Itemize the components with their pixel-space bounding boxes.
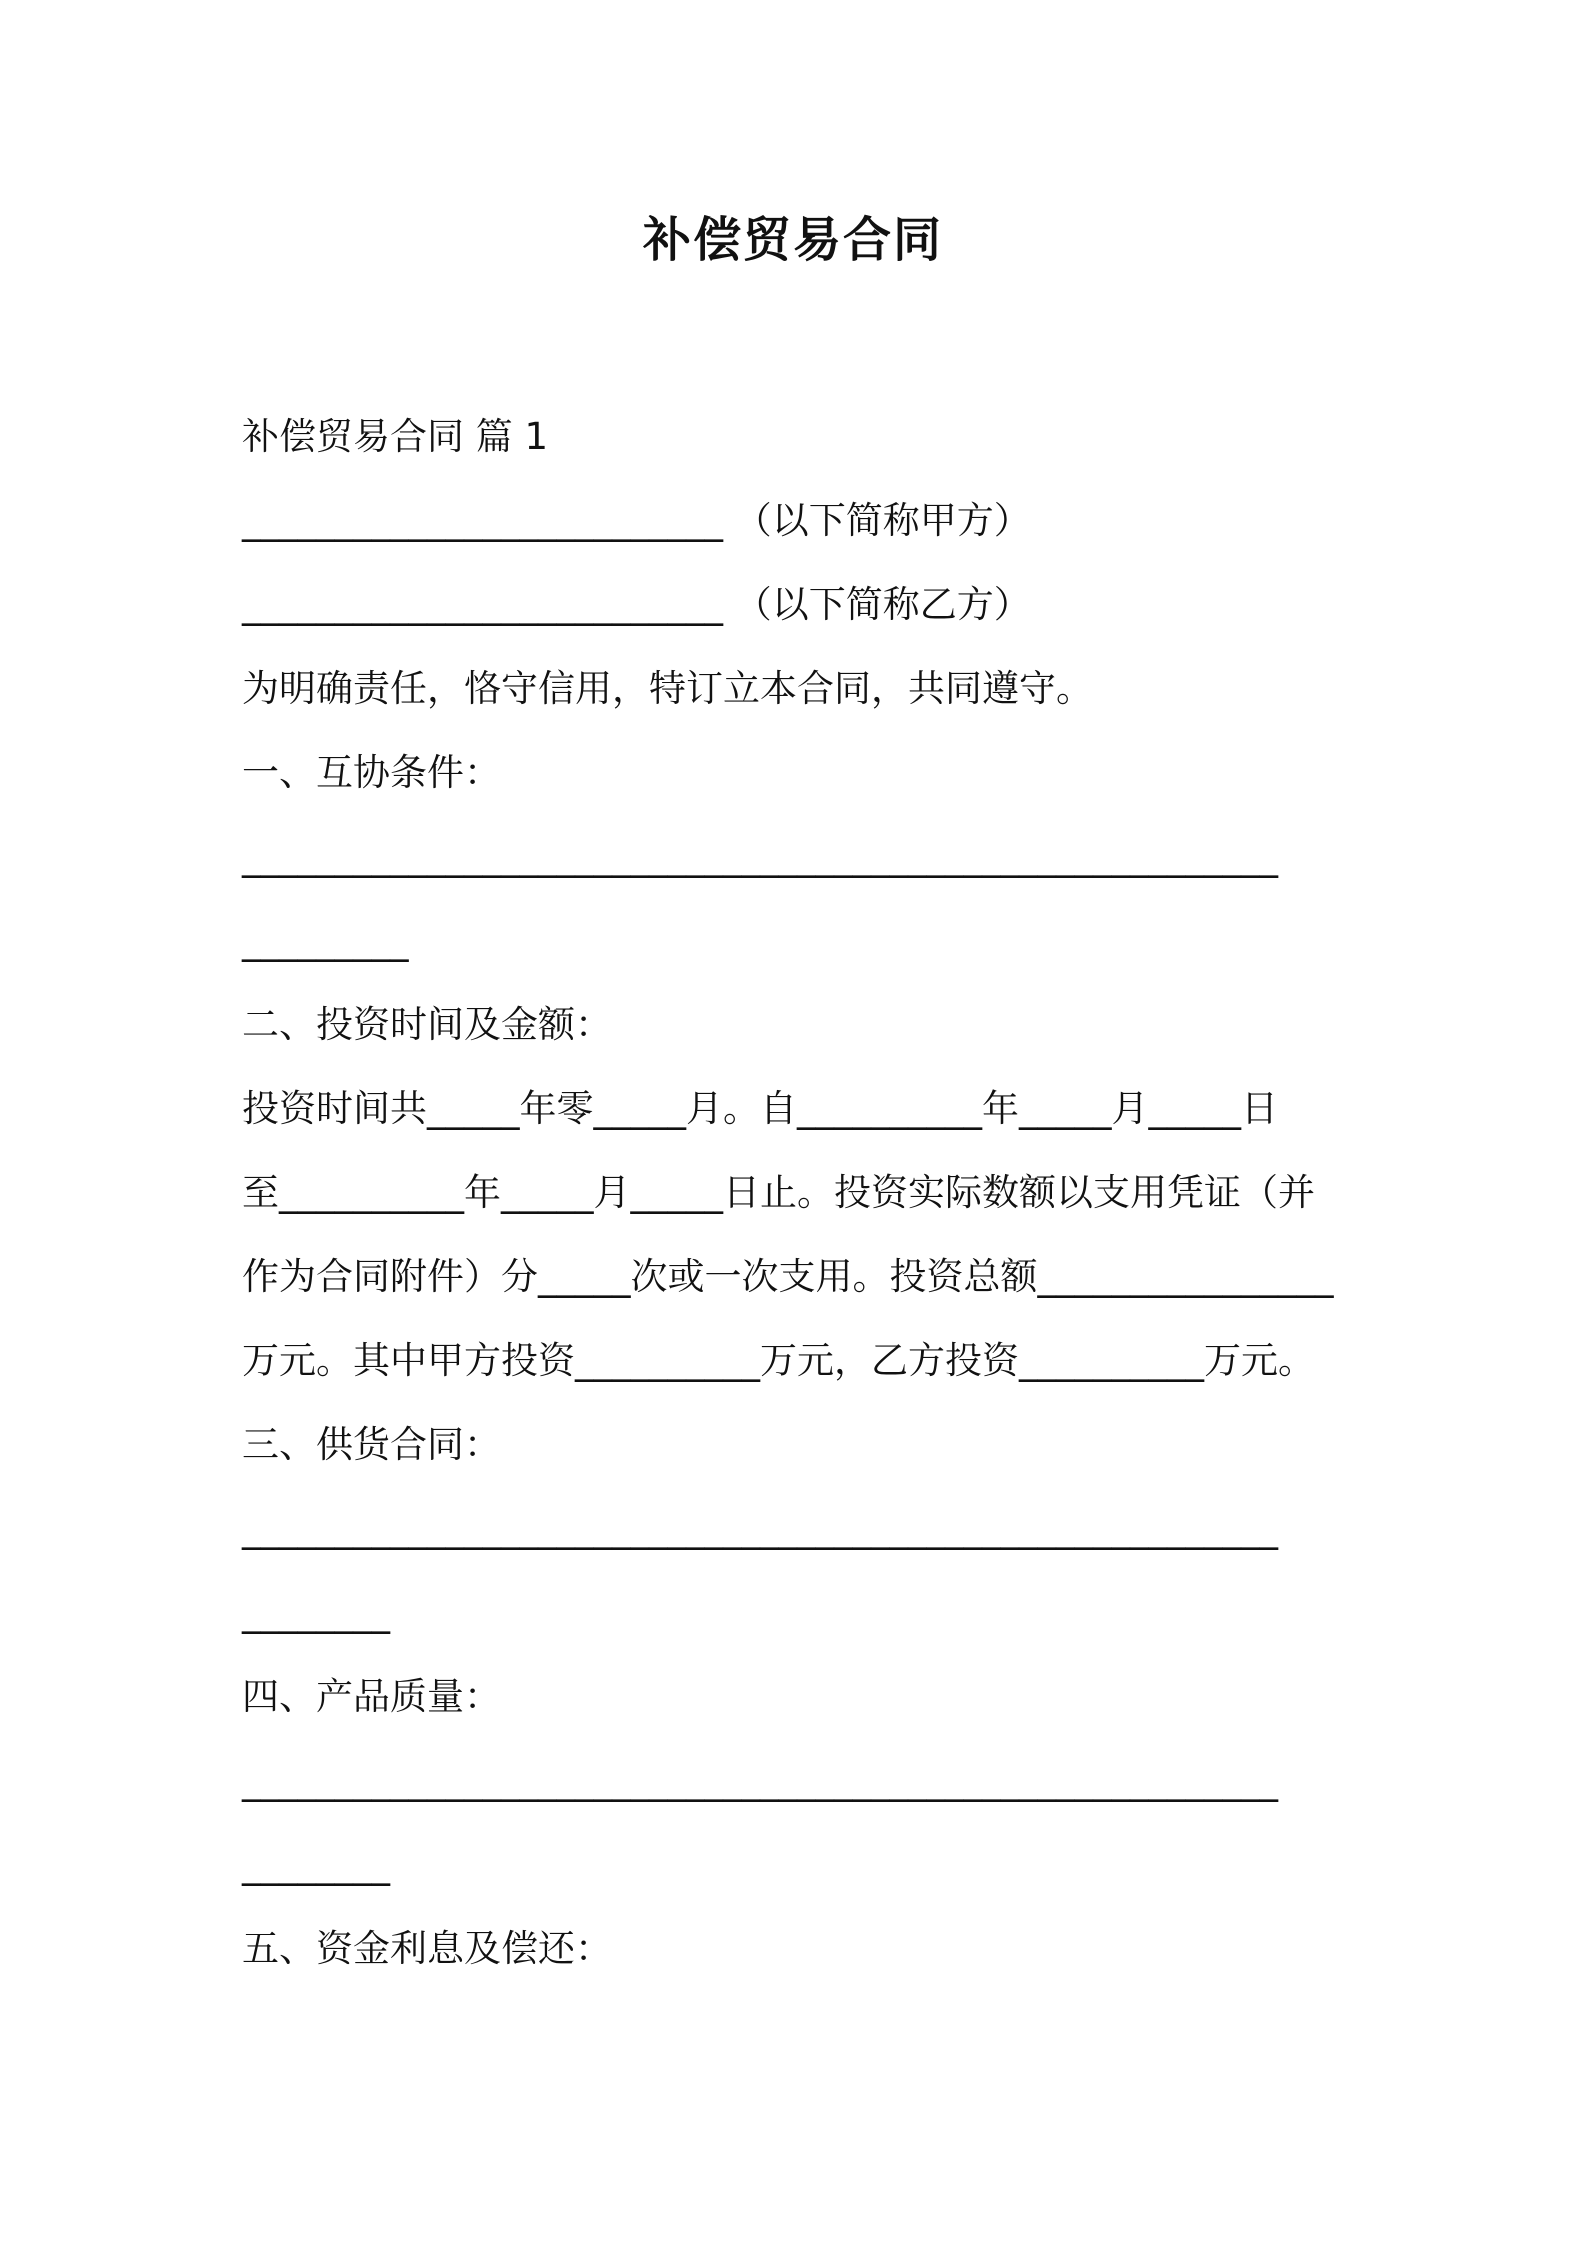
section-4-blank-line-1: ________________________________________________________ (242, 1759, 1278, 1802)
party-b-line: __________________________ （以下简称乙方） (242, 583, 1031, 626)
section-2-line-2: 至__________年_____月_____日止。投资实际数额以支用凭证（并 (242, 1171, 1315, 1214)
section-4-blank-line-2: ________ (242, 1843, 390, 1886)
document-subtitle: 补偿贸易合同 篇 1 (242, 415, 549, 458)
section-3-blank-line-1: ________________________________________________________ (242, 1507, 1278, 1550)
section-2-line-4: 万元。其中甲方投资__________万元，乙方投资__________万元。 (242, 1339, 1315, 1382)
section-1-blank-line-1: ________________________________________________________ (242, 835, 1278, 878)
section-1-heading: 一、互协条件： (242, 751, 501, 794)
section-2-line-1: 投资时间共_____年零_____月。自__________年_____月_____日 (242, 1087, 1278, 1130)
document-title: 补偿贸易合同 (642, 212, 943, 268)
party-a-line: __________________________ （以下简称甲方） (242, 499, 1031, 542)
section-3-blank-line-2: ________ (242, 1591, 390, 1634)
intro-paragraph: 为明确责任，恪守信用，特订立本合同，共同遵守。 (242, 667, 1093, 710)
section-3-heading: 三、供货合同： (242, 1423, 501, 1466)
section-5-heading: 五、资金利息及偿还： (242, 1927, 612, 1970)
section-2-line-3: 作为合同附件）分_____次或一次支用。投资总额________________ (242, 1255, 1334, 1298)
section-4-heading: 四、产品质量： (242, 1675, 501, 1718)
section-1-blank-line-2: _________ (242, 919, 409, 962)
section-2-heading: 二、投资时间及金额： (242, 1003, 612, 1046)
